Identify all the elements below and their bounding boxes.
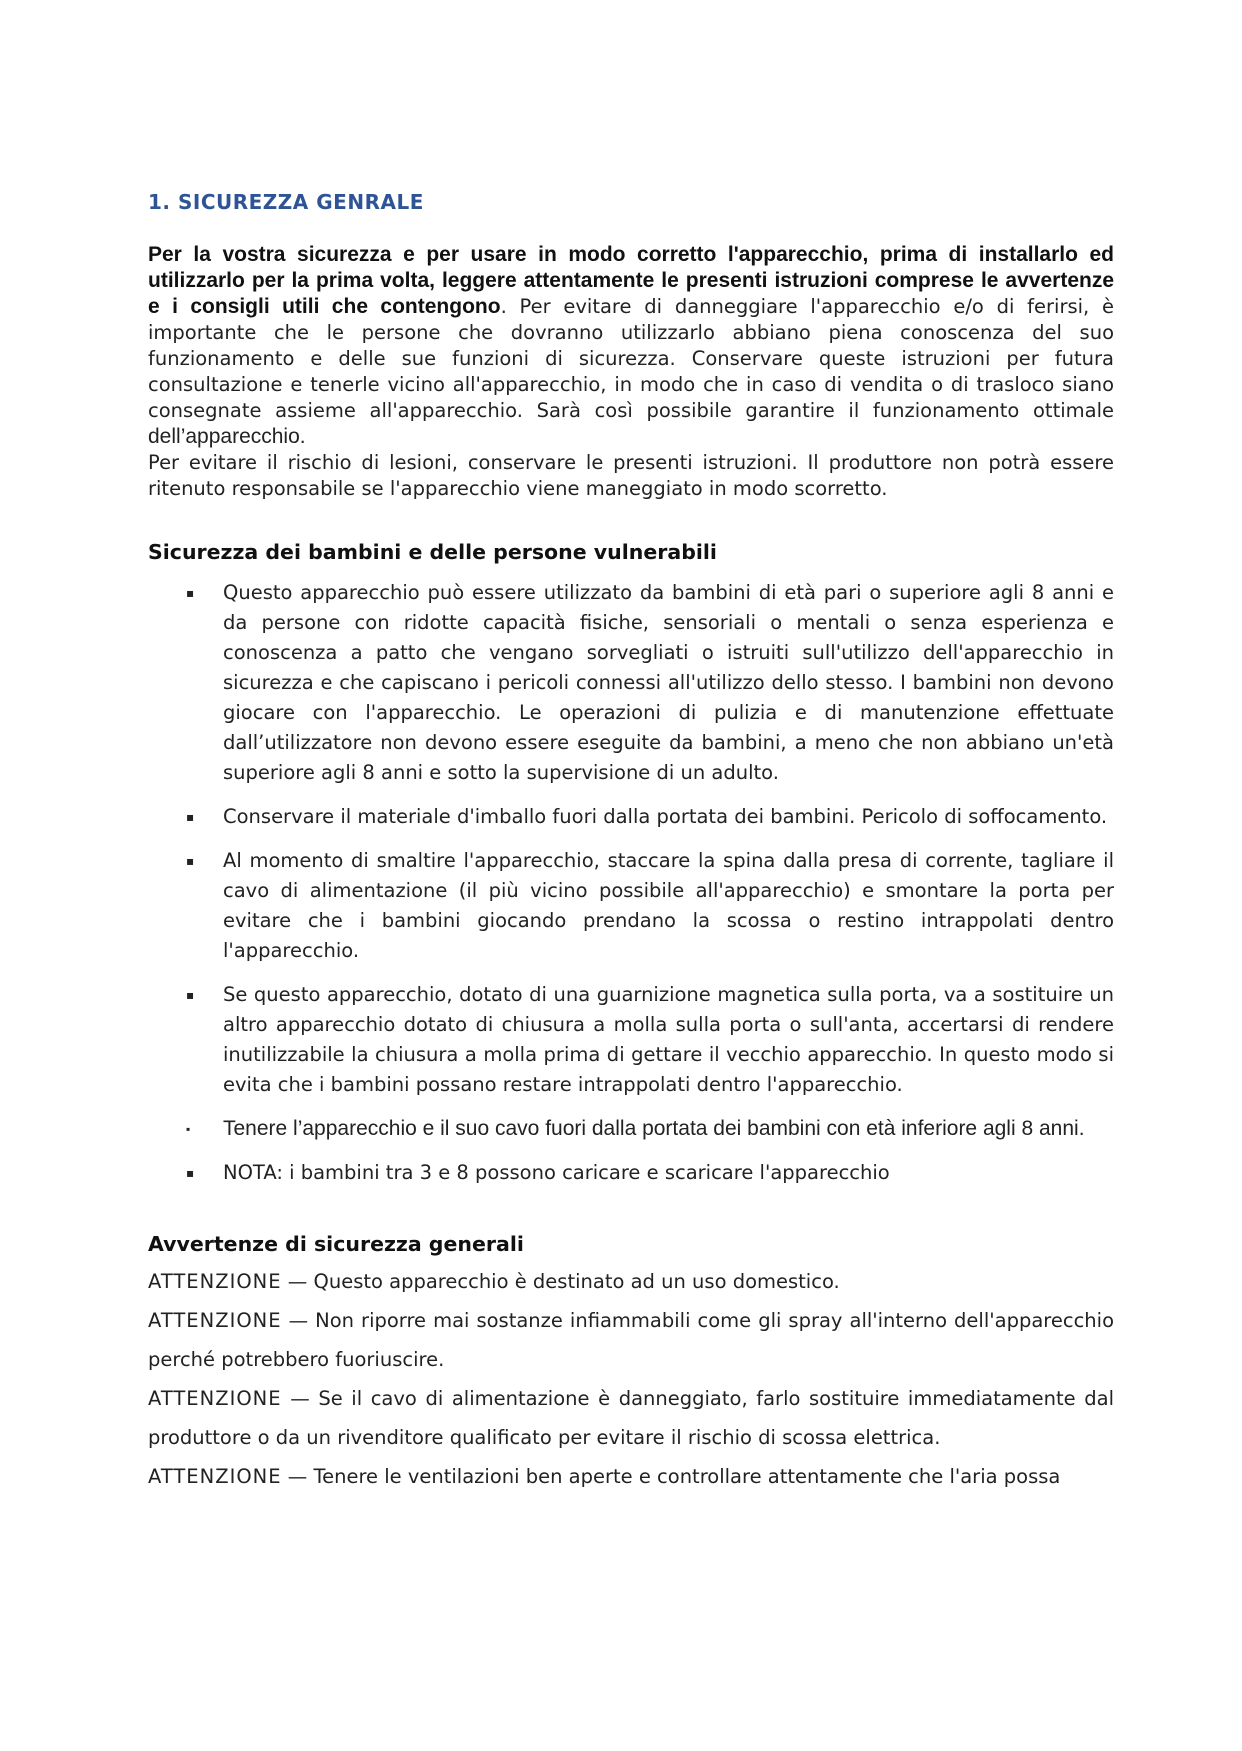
warning-dash: — [287, 1465, 308, 1488]
warning-label: ATTENZIONE [148, 1465, 282, 1488]
bullet-icon: ▪ [186, 854, 195, 868]
warning-text: Non riporre mai sostanze infiammabili come gli spray all'interno dell'apparecchio perché potrebbero fuoriuscire. [148, 1309, 1115, 1371]
warning-paragraph [148, 1301, 1114, 1379]
general-warnings-heading: Avvertenze di sicurezza generali [148, 1232, 524, 1256]
list-item [148, 802, 1114, 832]
warning-paragraph [148, 1457, 1114, 1496]
document-page [148, 190, 1114, 1496]
list-item [148, 980, 1114, 1100]
intro-paragraph [148, 242, 1114, 450]
list-item-text: Al momento di smaltire l'apparecchio, staccare la spina dalla presa di corrente, tagliare il cavo di alimentazione (il più vicino possibile all'apparecchio) e smontare la porta per evitare che i bambini giocando prendano la scossa o restino intrappolati dentro l'apparecchio. [223, 849, 1114, 962]
warning-dash: — [287, 1270, 308, 1293]
intro-paragraph-2: Per evitare il rischio di lesioni, conservare le presenti istruzioni. Il produttore non potrà essere ritenuto responsabile se l'apparecchio viene maneggiato in modo scorretto. [148, 451, 1114, 500]
list-item [148, 578, 1114, 788]
list-item [148, 1158, 1114, 1188]
bullet-icon: ▪ [186, 586, 195, 600]
list-item-text: Conservare il materiale d'imballo fuori dalla portata dei bambini. Pericolo di soffocamento. [223, 805, 1108, 828]
warning-dash: — [290, 1387, 310, 1410]
list-item-text: NOTA: i bambini tra 3 e 8 possono caricare e scaricare l'apparecchio [223, 1161, 890, 1184]
list-item-text: Tenere l’apparecchio e il suo cavo fuori dalla portata dei bambini con età inferiore agli 8 anni. [223, 1117, 1085, 1140]
children-safety-list [148, 578, 1114, 1188]
bullet-icon: ▪ [186, 1122, 191, 1136]
section-title: 1. SICUREZZA GENRALE [148, 190, 424, 214]
intro-bold-text: Per la vostra sicurezza e per usare in modo corretto l'apparecchio, prima di installarlo ed utilizzarlo per la prima volta, leggere attentamente le presenti istruzioni comprese le avvertenze e i consigli utili che contengono [148, 243, 1114, 318]
intro-text: . Per evitare di danneggiare l'apparecchio e/o di ferirsi, è importante che le persone che dovranno utilizzarlo abbiano piena conoscenza del suo funzionamento e delle sue funzioni di sicurezza. Conservare queste istruzioni per futura consultazione e tenerle vicino all'apparecchio, in modo che in caso di vendita o di trasloco siano consegnate assieme all'apparecchio. Sarà così possibile garantire il funzionamento ottimale [148, 295, 1115, 422]
bullet-icon: ▪ [186, 988, 195, 1002]
list-item-text: Se questo apparecchio, dotato di una guarnizione magnetica sulla porta, va a sostituire un altro apparecchio dotato di chiusura a molla sulla porta o sull'anta, accertarsi di rendere inutilizzabile la chiusura a molla prima di gettare il vecchio apparecchio. In questo modo si evita che i bambini possano restare intrappolati dentro l'apparecchio. [223, 983, 1114, 1096]
warning-text: Questo apparecchio è destinato ad un uso domestico. [313, 1270, 840, 1293]
intro-text-end: dell’apparecchio. [148, 425, 306, 448]
warning-label: ATTENZIONE [148, 1309, 282, 1332]
warning-paragraph [148, 1262, 1114, 1301]
list-item-text: Questo apparecchio può essere utilizzato da bambini di età pari o superiore agli 8 anni e da persone con ridotte capacità fisiche, sensoriali o mentali o senza esperienza e conoscenza a patto che vengano sorvegliati o istruiti sull'utilizzo dell'apparecchio in sicurezza e che capiscano i pericoli connessi all'utilizzo dello stesso. I bambini non devono giocare con l'apparecchio. Le operazioni di pulizia e di manutenzione effettuate dall’utilizzatore non devono essere eseguite da bambini, a meno che non abbiano un'età superiore agli 8 anni e sotto la supervisione di un adulto. [223, 581, 1114, 784]
warning-text: Se il cavo di alimentazione è danneggiato, farlo sostituire immediatamente dal produttore o da un rivenditore qualificato per evitare il rischio di scossa elettrica. [148, 1387, 1115, 1449]
warning-label: ATTENZIONE [148, 1270, 282, 1293]
list-item [148, 1114, 1114, 1144]
warning-label: ATTENZIONE [148, 1387, 282, 1410]
warning-text: Tenere le ventilazioni ben aperte e controllare attentamente che l'aria possa [313, 1465, 1061, 1488]
bullet-icon: ▪ [186, 810, 195, 824]
list-item [148, 846, 1114, 966]
warning-paragraph [148, 1379, 1114, 1457]
warning-dash: — [288, 1309, 309, 1332]
bullet-icon: ▪ [186, 1166, 195, 1180]
children-safety-heading: Sicurezza dei bambini e delle persone vulnerabili [148, 540, 717, 564]
